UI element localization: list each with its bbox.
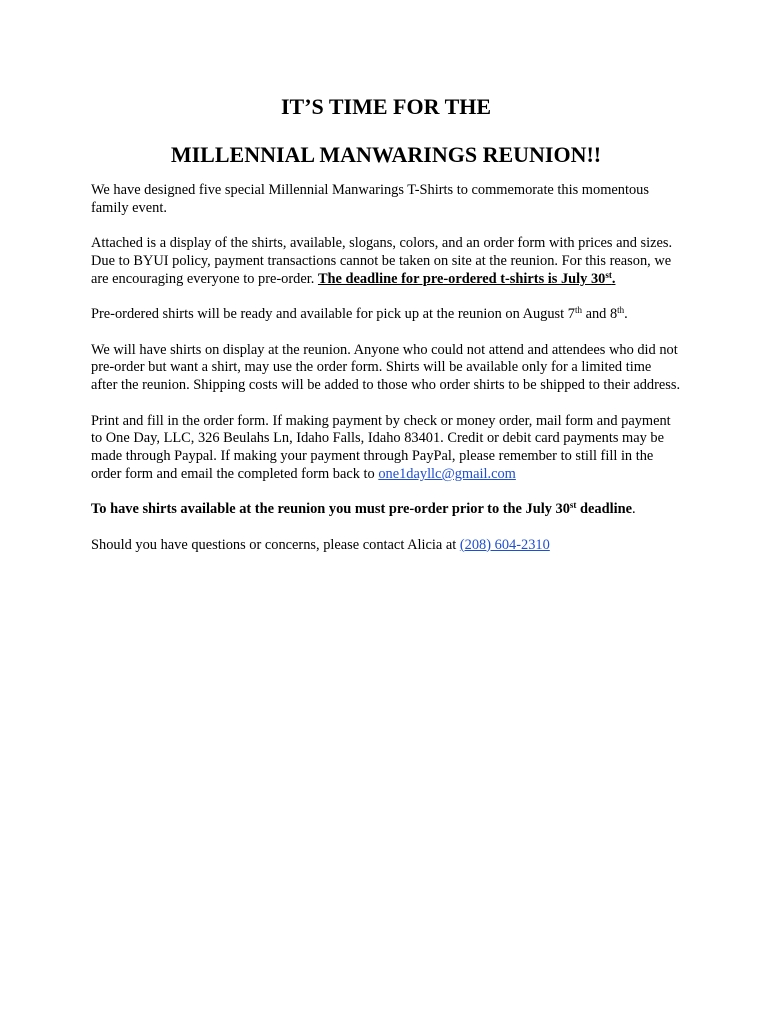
- deadline-text: The deadline for pre-ordered t-shirts is July 30: [317, 270, 606, 287]
- paragraph-payment: [91, 413, 681, 484]
- reminder-sup: st: [569, 500, 577, 511]
- paragraph-intro: We have designed five special Millennial Manwarings T-Shirts to commemorate this momentous family event.: [91, 182, 649, 216]
- pickup-sup-1: th: [574, 305, 582, 316]
- email-link[interactable]: one1dayllc@gmail.com: [378, 465, 516, 482]
- paragraph-contact: [91, 537, 681, 555]
- document-body: [91, 182, 681, 572]
- payment-text: Print and fill in the order form. If making payment by check or money order, mail form and payment to One Day, LLC, 326 Beulahs Ln, Idaho Falls, Idaho 83401. Credit or debit card payments may be made through Paypal. If making your payment through PayPal, please remember to still fill in the order form and email the completed form back to: [91, 412, 671, 482]
- contact-text: Should you have questions or concerns, please contact Alicia at: [91, 536, 460, 553]
- reminder-main: To have shirts available at the reunion you must pre-order prior to the July 30: [91, 501, 570, 518]
- reminder-end: deadline: [576, 501, 632, 518]
- deadline-notice: [318, 271, 616, 287]
- paragraph-display: We will have shirts on display at the reunion. Anyone who could not attend and attendees who did not pre-order but want a shirt, may use the order form. Shirts will be available only for a limited time after the reunion. Shipping costs will be added to those who order shirts to be shipped to their address.: [91, 341, 681, 394]
- pickup-and: and 8: [581, 306, 618, 323]
- pickup-end: .: [624, 306, 628, 323]
- paragraph-reminder: [91, 501, 681, 519]
- reminder-period: .: [632, 501, 636, 518]
- pickup-sup-2: th: [617, 305, 625, 316]
- pickup-text: Pre-ordered shirts will be ready and available for pick up at the reunion on August 7: [91, 306, 575, 323]
- deadline-superscript: st: [605, 269, 612, 280]
- deadline-period: .: [611, 270, 616, 287]
- phone-link[interactable]: (208) 604-2310: [459, 536, 550, 553]
- title-line-2: MILLENNIAL MANWARINGS REUNION!!: [170, 142, 602, 167]
- paragraph-preorder-text: Attached is a display of the shirts, available, slogans, colors, and an order form with prices and sizes. Due to BYUI policy, payment transactions cannot be taken on site at the reunion. For this reason, we are encouraging everyone to pre-order.: [91, 235, 673, 287]
- paragraph-preorder: [91, 235, 681, 288]
- reminder-text: [91, 501, 632, 517]
- paragraph-pickup: [91, 306, 681, 324]
- title-line-1: IT’S TIME FOR THE: [280, 94, 492, 119]
